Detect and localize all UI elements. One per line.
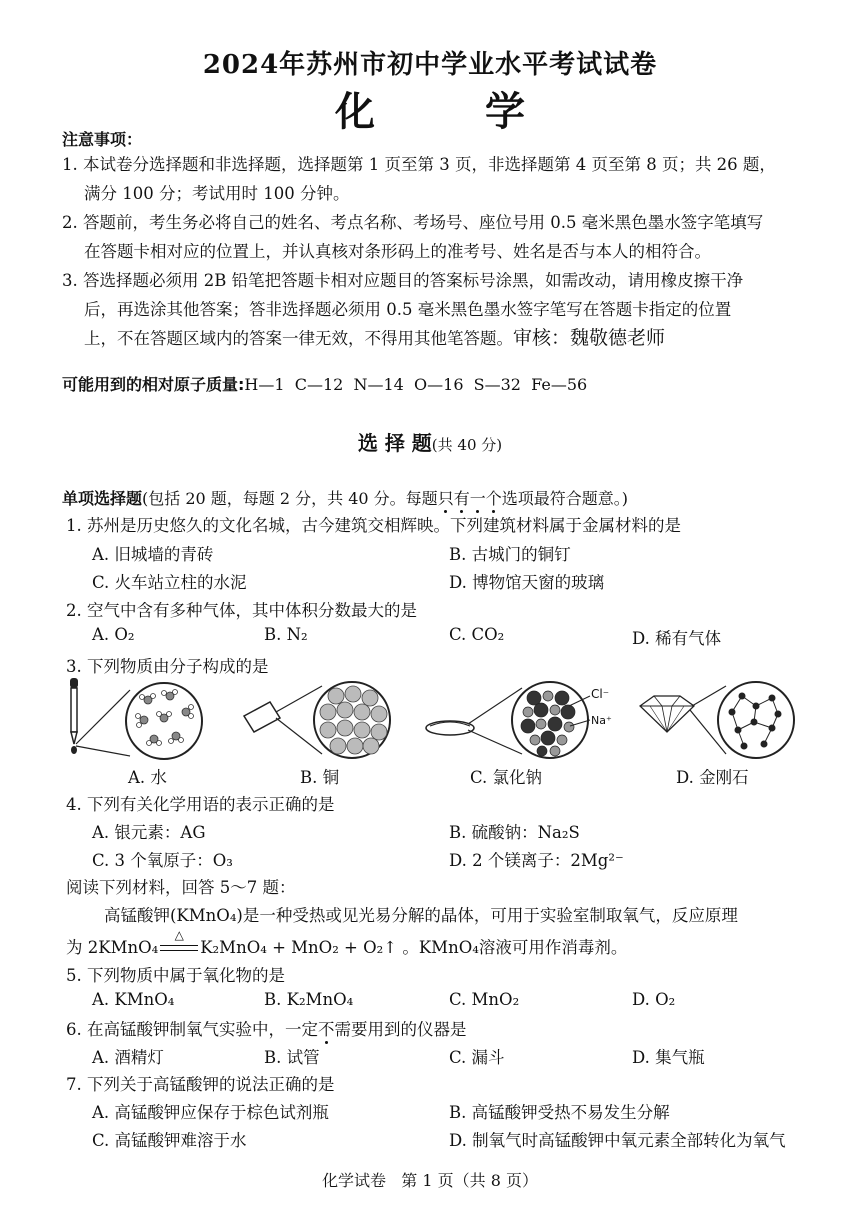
chloride-ion-label: Cl⁻ (591, 687, 610, 701)
dropper-tip (71, 732, 77, 744)
q7-option-b: B. 高锰酸钾受热不易发生分解 (449, 1103, 670, 1122)
reading-line-1: 高锰酸钾(KMnO₄)是一种受热或见光易分解的晶体，可用于实验室制取氧气，反应原理 (104, 906, 738, 925)
heating-symbol: △ (174, 927, 184, 942)
copper-illustration (240, 676, 390, 764)
exam-title: 2024年苏州市初中学业水平考试试卷 (202, 50, 658, 80)
page-footer: 化学试卷 第 1 页（共 8 页） (322, 1171, 538, 1190)
q5-option-b: B. K₂MnO₄ (264, 990, 354, 1009)
notice-item-3-line-1: 3. 答选择题必须用 2B 铅笔把答题卡相对应题目的答案标号涂黑，如需改动，请用橡皮擦干净 (62, 271, 744, 290)
notice-item-2-line-1: 2. 答题前，考生务必将自己的姓名、考点名称、考场号、座位号用 0.5 毫米黑色墨水签字笔填写 (62, 213, 764, 232)
q1-option-c: C. 火车站立柱的水泥 (92, 573, 247, 592)
q5-option-a: A. KMnO₄ (92, 990, 175, 1009)
q2-option-a: A. O₂ (92, 625, 135, 644)
q6-stem-emphasis: 不 (318, 1020, 335, 1039)
equals-line-bottom (160, 950, 198, 951)
reading-line-2 (66, 927, 628, 958)
q6-stem-b: 需要用到的仪器是 (334, 1020, 467, 1039)
section-title (0, 427, 860, 456)
q4-option-a: A. 银元素：AG (92, 823, 206, 842)
reviewer-note: 审核：魏敬德老师 (513, 327, 666, 349)
q2-option-c: C. CO₂ (449, 625, 505, 644)
q6-option-d: D. 集气瓶 (632, 1048, 705, 1067)
q7-stem: 7. 下列关于高锰酸钾的说法正确的是 (66, 1075, 335, 1094)
q2-option-b: B. N₂ (264, 625, 308, 644)
q3-option-a: A. 水 (128, 768, 167, 787)
q7-option-d: D. 制氧气时高锰酸钾中氧元素全部转化为氧气 (449, 1131, 786, 1150)
q5-option-d: D. O₂ (632, 990, 676, 1009)
q3-option-c: C. 氯化钠 (470, 768, 543, 787)
reaction-arrow (160, 927, 198, 956)
sodium-ion-label: Na⁺ (591, 714, 612, 727)
q3-option-b: B. 铜 (300, 768, 340, 787)
q2-option-d: D. 稀有气体 (632, 629, 722, 648)
reaction-products: K₂MnO₄ + MnO₂ + O₂↑ 。KMnO₄溶液可用作消毒剂。 (200, 938, 628, 957)
q1-option-a: A. 旧城墙的青砖 (92, 545, 214, 564)
q1-stem: 1. 苏州是历史悠久的文化名城，古今建筑交相辉映。下列建筑材料属于金属材料的是 (66, 516, 681, 535)
atomic-mass-label: 可能用到的相对原子质量: (62, 375, 245, 394)
evaporating-dish (426, 721, 474, 735)
q6-option-b: B. 试管 (264, 1048, 320, 1067)
q7-option-a: A. 高锰酸钾应保存于棕色试剂瓶 (92, 1103, 329, 1122)
q1-option-d: D. 博物馆天窗的玻璃 (449, 573, 605, 592)
single-choice-desc-a: (包括 20 题，每题 2 分，共 40 分。每题 (142, 489, 438, 508)
q6-option-a: A. 酒精灯 (92, 1048, 164, 1067)
q6-stem (66, 1016, 467, 1040)
emph-char: 只 (437, 489, 454, 508)
emph-char: 个 (485, 489, 502, 508)
atomic-mass-values: H—1 C—12 N—14 O—16 S—32 Fe—56 (244, 375, 588, 394)
q6-option-c: C. 漏斗 (449, 1048, 505, 1067)
q5-option-c: C. MnO₂ (449, 990, 520, 1009)
emph-char: 一 (469, 489, 486, 508)
subject-title: 化学 (335, 88, 635, 135)
q6-stem-a: 6. 在高锰酸钾制氧气实验中，一定 (66, 1020, 318, 1039)
q4-option-d: D. 2 个镁离子：2Mg²⁻ (449, 851, 624, 870)
dropper-bulb (70, 678, 78, 688)
q3-stem: 3. 下列物质由分子构成的是 (66, 657, 269, 676)
emph-char: 有 (453, 489, 470, 508)
reaction-reactant: 为 2KMnO₄ (66, 938, 159, 957)
diamond-gem (640, 696, 694, 732)
notice-item-3-line-3 (84, 324, 665, 353)
sodium-chloride-illustration (424, 676, 624, 764)
section-points: (共 40 分) (431, 436, 503, 454)
section-title-text: 选 择 题 (357, 431, 432, 455)
reading-intro: 阅读下列材料，回答 5～7 题： (66, 878, 296, 897)
q1-option-b: B. 古城门的铜钉 (449, 545, 571, 564)
dropper-tube (71, 688, 77, 732)
copper-block (244, 702, 280, 732)
notice-item-2-line-2: 在答题卡相对应的位置上，并认真核对条形码上的准考号、姓名是否与本人的相符合。 (84, 242, 711, 261)
notice-heading: 注意事项： (62, 130, 143, 149)
equals-line-top (160, 945, 198, 946)
q5-stem: 5. 下列物质中属于氧化物的是 (66, 966, 285, 985)
q2-stem: 2. 空气中含有多种气体，其中体积分数最大的是 (66, 601, 417, 620)
q7-option-c: C. 高锰酸钾难溶于水 (92, 1131, 247, 1150)
water-dropper-illustration (58, 676, 208, 764)
single-choice-desc-b: 选项最符合题意。) (501, 489, 628, 508)
diamond-illustration (632, 676, 802, 764)
single-choice-instruction (62, 486, 628, 509)
notice-item-1-line-1: 1. 本试卷分选择题和非选择题，选择题第 1 页至第 3 页，非选择题第 4 页至第 8 页；共 26 题， (62, 155, 776, 174)
water-drop (71, 746, 77, 754)
q4-option-c: C. 3 个氧原子：O₃ (92, 851, 233, 870)
q4-option-b: B. 硫酸钠：Na₂S (449, 823, 580, 842)
notice-item-1-line-2: 满分 100 分；考试用时 100 分钟。 (84, 184, 350, 203)
single-choice-label: 单项选择题 (62, 489, 143, 508)
q4-stem: 4. 下列有关化学用语的表示正确的是 (66, 795, 335, 814)
atomic-mass-line (62, 372, 587, 395)
notice-item-3-line-2: 后，再选涂其他答案；答非选择题必须用 0.5 毫米黑色墨水签字笔写在答题卡指定的位置 (84, 300, 732, 319)
single-choice-desc-dotted (438, 489, 502, 508)
q3-option-d: D. 金刚石 (676, 768, 749, 787)
notice-item-3-text: 上，不在答题区域内的答案一律无效，不得用其他笔答题。 (84, 329, 513, 348)
